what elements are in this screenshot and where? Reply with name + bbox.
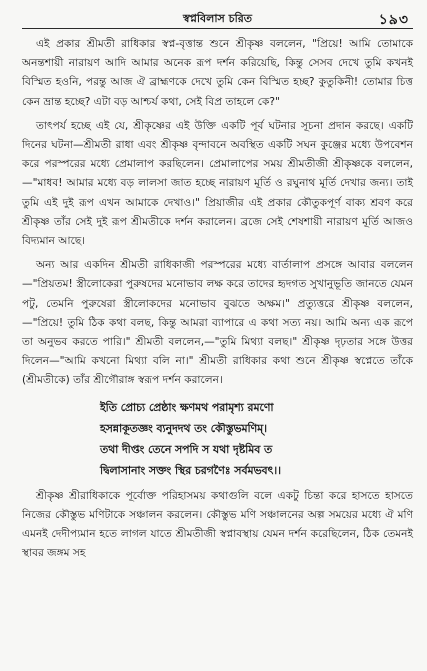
paragraph-3: অন্য আর একদিন শ্রীমতী রাধিকাজী পরস্পরের মধ্যে বার্তালাপ প্রসঙ্গে আবার বললেন—"প্রিয়তম! স্ত্রীলোকেরা পুরুষদের মনোভাব লক্ষ করে তাদের হৃদগত সুখানুভূতি জানতে যেমন পটু, তেমনি পুরুষেরা স্ত্রীলোকদের মনোভাব বুঝতে অক্ষম।" প্রত্যুত্তরে শ্রীকৃষ্ণ বললেন,—"প্রিয়ে! তুমি ঠিক কথা বলছ, কিন্তু আমরা ব্যাপারে এ কথা সত্য নয়। আমি অন্য এক রূপে তা অনুভব করতে পারি।" শ্রীমতী বললেন,—"তুমি মিথ্যা বলছ।" শ্রীকৃষ্ণ দৃঢ়তার সঙ্গে উত্তর দিলেন—"আমি কখনো মিথ্যা বলি না।" শ্রীমতী রাধিকার কথা শুনে শ্রীকৃষ্ণ স্বপ্নেতে তাঁকে (শ্রীমতীকে) তাঁর শ্রীগৌরাঙ্গ স্বরূপ দর্শন করালেন।: [22, 259, 413, 387]
closing-paragraph: শ্রীকৃষ্ণ শ্রীরাধিকাকে পূর্বোক্ত পরিহাসময় কথাগুলি বলে একটু চিন্তা করে হাসতে হাসতে নিজের কৌস্তুভ মণিটাকে সঞ্চালন করলেন। কৌস্তুভ মণি সঞ্চালনের অল্প সময়ের মধ্যে ঐ মণি এমনই দেদীপ্যমান হতে লাগল যাতে শ্রীমতীজী স্বপ্নাবস্থায় যেমন দর্শন করেছিলেন, ঠিক তেমনই স্থাবর জঙ্গম সহ: [22, 489, 413, 560]
chapter-title: স্বপ্নবিলাস চরিত: [182, 12, 253, 25]
page-number: ১৯৩: [378, 12, 409, 28]
paragraph-1: এই প্রকার শ্রীমতী রাধিকার স্বপ্ন-বৃত্তান্ত শুনে শ্রীকৃষ্ণ বললেন, "প্রিয়ে! আমি তোমাকে অনন্তশায়ী নারায়ণ আদি আমার অনেক রূপ দর্শন করিয়েছি, কিন্তু সেসব দেখে তুমি কখনই বিস্মিত হওনি, পরন্তু আজ ঐ ব্রাহ্মণকে দেখে তুমি কেন বিস্মিত হচ্ছ? কুতুকিনী! তোমার চিত্ত কেন ভ্রান্ত হচ্ছে? এটা বড় আশ্চর্য কথা, সেই বিপ্র তাহলে কে?": [22, 38, 413, 108]
verse-line: তথা দীপ্তং তেনে সপদি স যথা দৃষ্টমিব ত: [100, 442, 273, 456]
running-header: [22, 8, 413, 29]
verse-line: ইতি প্রোচ্য প্রেষ্ঠাং ক্ষণমথ পরামৃশ্য রমণো: [100, 400, 274, 414]
verse-line: দ্বিলাসানাং সক্তং স্থির চরগণৈঃ সর্বমভবৎ।।: [100, 463, 281, 477]
verse-line: হসন্নাকূতজ্ঞং ব্যনুদদথ তং কৌস্তুভমণিম্।: [100, 421, 267, 435]
paragraph-2: তাৎপর্য হচ্ছে এই যে, শ্রীকৃষ্ণের এই উক্তি একটি পূর্ব ঘটনার সূচনা প্রদান করছে। একটি দিনের ঘটনা—শ্রীমতী রাধা এবং শ্রীকৃষ্ণ বৃন্দাবনে অবস্থিত একটি সঘন কুঞ্জের মধ্যে উপবেশন করে পরস্পরের মধ্যে প্রেমালাপ করছিলেন। প্রেমালাপের সময় শ্রীমতীজী শ্রীকৃষ্ণকে বললেন,—"মাধব! আমার মধ্যে বড় লালসা জাত হচ্ছে নারায়ণ মূর্তি ও রঘুনাথ মূর্তি দেখার জন্য। তাই তুমি এই দুই রূপ এখন আমাকে দেখাও।" প্রিয়াজীর এই প্রকার কৌতুকপূর্ণ বাক্য শ্রবণ করে শ্রীকৃষ্ণ তাঁর সেই দুই রূপ শ্রীমতীকে দর্শন করালেন। ব্রজে সেই শেষশায়ী নারায়ণ মূর্তি আজও বিদ্যমান আছে।: [22, 119, 413, 248]
sanskrit-verse: [100, 397, 413, 481]
